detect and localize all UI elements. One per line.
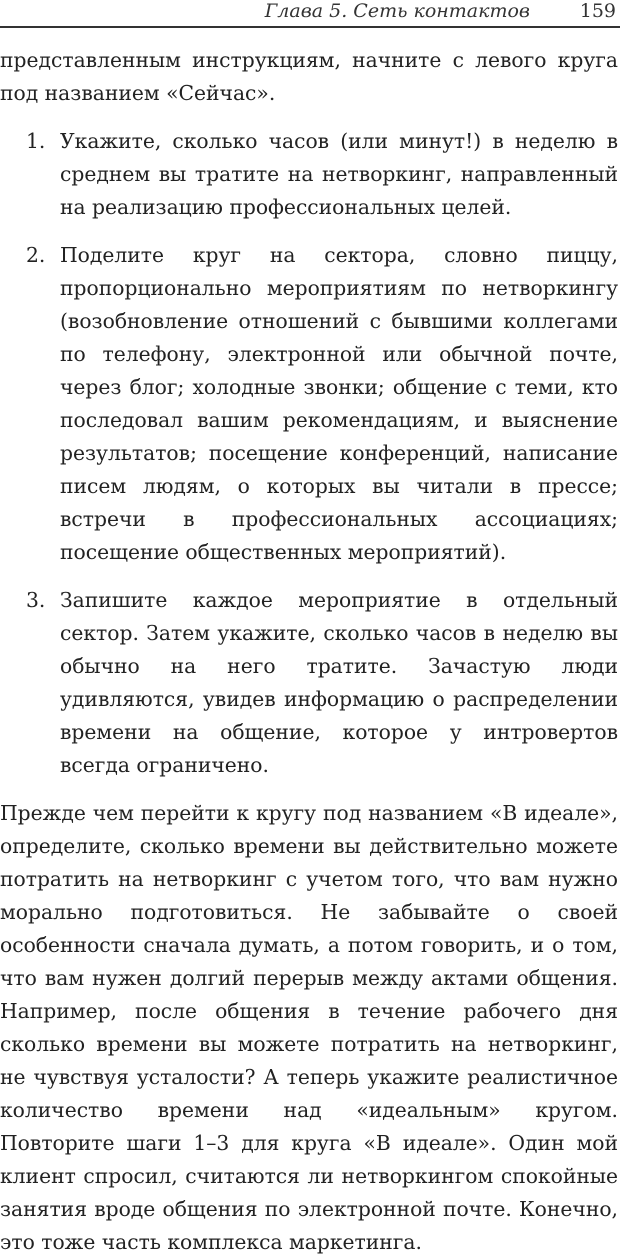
list-item — [0, 239, 618, 569]
step-number: 3. — [26, 588, 46, 612]
list-item — [0, 584, 618, 782]
intro-paragraph: представленным инструкциям, начните с левого круга под названием «Сейчас». — [0, 48, 618, 105]
closing-paragraph: Прежде чем перейти к кругу под названием «В идеале», определите, сколько времени вы действительно можете потратить на нетворкинг с учетом того, что вам нужно морально подготовиться. Не забывайте о своей особенности сначала думать, а потом говорить, и о том, что вам нужен долгий перерыв между актами общения. Например, после общения в течение рабочего дня сколько времени вы можете потратить на нетворкинг, не чувствуя усталости? А теперь укажите реалистичное количество времени над «идеальным» кругом. Повторите шаги 1–3 для круга «В идеале». Один мой клиент спросил, считаются ли нетворкингом спокойные занятия вроде общения по электронной почте. Конечно, это тоже часть комплекса маркетинга. — [0, 801, 618, 1254]
step-number: 1. — [26, 129, 46, 153]
steps-list — [0, 125, 618, 782]
list-item — [0, 125, 618, 224]
step-text: Укажите, сколько часов (или минут!) в неделю в среднем вы тратите на нетворкинг, направленный на реализацию профессиональных целей. — [60, 129, 618, 219]
page-body — [0, 44, 618, 1259]
step-number: 2. — [26, 243, 46, 267]
step-text: Поделите круг на сектора, словно пиццу, пропорционально мероприятиям по нетворкингу (возобновление отношений с бывшими коллегами по телефону, электронной или обычной почте, через блог; холодные звонки; общение с теми, кто последовал вашим рекомендациям, и выяснение результатов; посещение конференций, написание писем людям, о которых вы читали в прессе; встречи в профессиональных ассоциациях; посещение общественных мероприятий). — [60, 243, 618, 564]
chapter-title: Глава 5. Сеть контактов — [264, 0, 530, 22]
page-number: 159 — [579, 0, 616, 22]
running-header — [0, 0, 620, 28]
step-text: Запишите каждое мероприятие в отдельный сектор. Затем укажите, сколько часов в неделю вы обычно на него тратите. Зачастую люди удивляются, увидев информацию о распределении времени на общение, которое у интровертов всегда ограничено. — [60, 588, 618, 777]
